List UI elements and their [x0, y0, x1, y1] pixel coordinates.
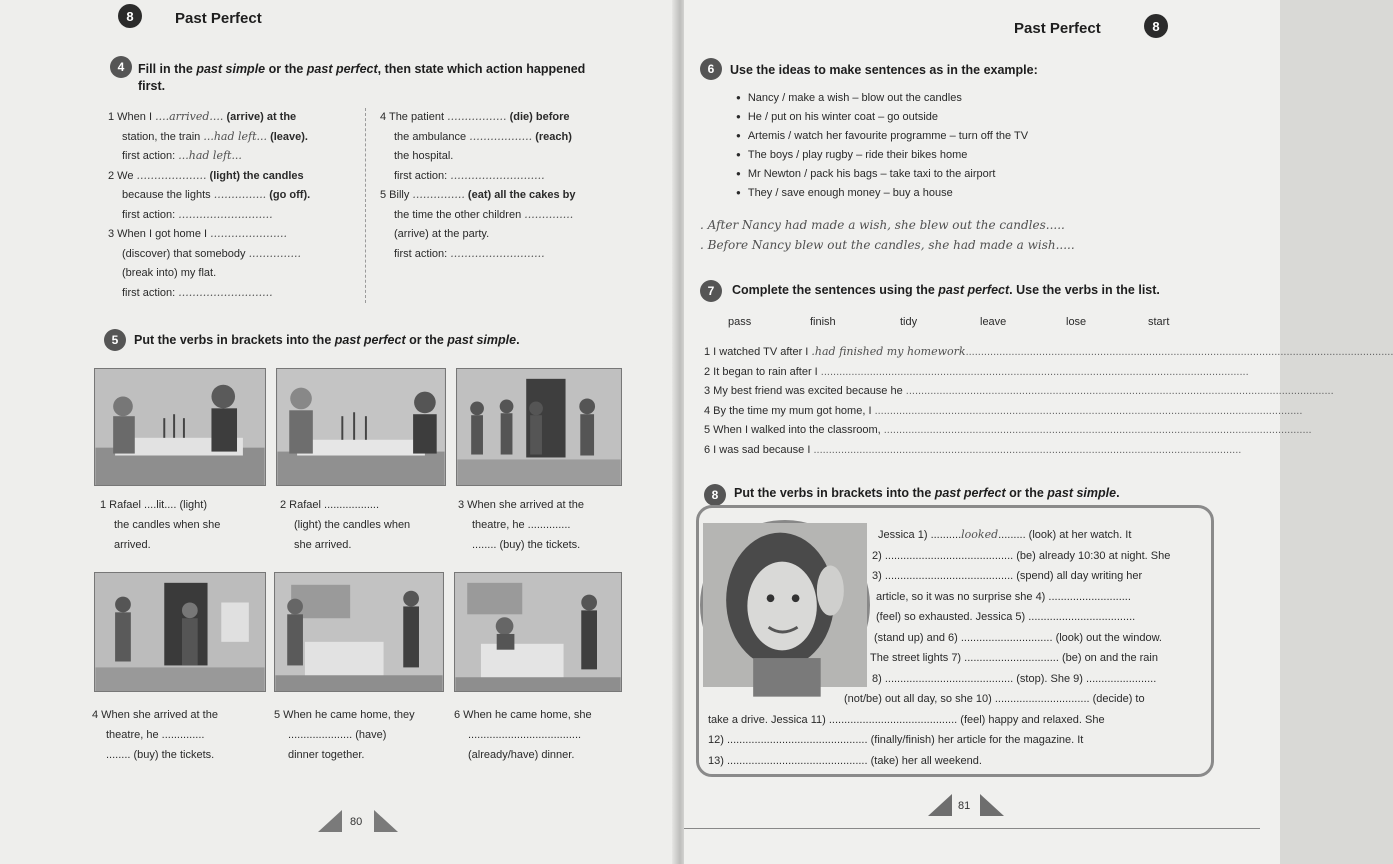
exercise-8-title: Put the verbs in brackets into the past perfect or the past simple. [734, 486, 1120, 500]
page-corner-right-icon-2 [980, 794, 1004, 816]
answer-blank[interactable]: .................. [469, 129, 533, 143]
idea-bullet: ● Nancy / make a wish – blow out the candles [736, 92, 962, 104]
word-pass: pass [728, 316, 752, 328]
page-corner-left-icon-2 [374, 810, 398, 832]
dotted-leader: ............................................................................................................................................ [883, 424, 1312, 436]
idea-bullet: ● The boys / play rugby – ride their bikes home [736, 149, 967, 161]
unit-badge-left: 8 [118, 4, 142, 28]
sentence-row [704, 365, 1249, 378]
page-number-right: 81 [958, 800, 971, 812]
word-lose: lose [1066, 316, 1087, 328]
answer-blank[interactable]: ........................... [178, 285, 273, 299]
answer-blank[interactable]: ............... [213, 188, 267, 201]
line-text: (arrive) at the party. [394, 228, 490, 240]
line-text: the hospital. [394, 150, 454, 162]
page-corner-left-icon [318, 810, 342, 832]
story-text: (not/be) out all day, so she 10) ............................... [844, 693, 1090, 705]
answer-blank[interactable]: ........................... [178, 207, 273, 221]
idea-bullet: ● Artemis / watch her favourite programme – turn off the TV [736, 130, 1028, 142]
picture-caption-line: theatre, he .............. [106, 729, 205, 741]
exercise-4-line [122, 127, 308, 147]
word-leave: leave [980, 316, 1007, 328]
idea-bullet: ● They / save enough money – buy a house [736, 187, 953, 199]
line-text: (discover) that somebody [122, 247, 249, 260]
exercise-4-title: Fill in the past simple or the past perfect, then state which action happened first. [138, 62, 586, 93]
story-line [708, 713, 1105, 726]
verb-hint: (eat) all the cakes by [464, 189, 576, 201]
page-title-right: Past Perfect [1014, 20, 1101, 37]
line-text: the ambulance [394, 130, 470, 143]
dotted-leader: ............................................................................................................................................ [874, 404, 1303, 417]
exercise-4-number: 4 [110, 56, 132, 78]
answer-blank[interactable]: ...................... [210, 227, 288, 240]
line-text: first action: [122, 208, 179, 221]
exercise-7-word-list [728, 316, 1188, 332]
picture-caption-line: (light) the candles when [294, 519, 411, 531]
exercise-4-line [394, 205, 573, 225]
exercise-4-line [108, 166, 304, 186]
column-divider [365, 108, 366, 303]
line-text: first action: [122, 286, 179, 299]
story-text: 2) .......................................... [872, 549, 1014, 562]
story-line [876, 590, 1131, 603]
picture-caption-line: 3 When she arrived at the [458, 499, 584, 511]
exercise-4-line [122, 244, 301, 264]
answer-blank[interactable]: ...had left... [203, 129, 268, 143]
story-text: (feel) so exhausted. Jessica 5) ................................... [876, 611, 1136, 623]
illustration-dinner-candles-1 [94, 368, 266, 486]
picture-caption-line: dinner together. [288, 749, 365, 761]
story-text-rest: (spend) all day writing her [1013, 570, 1143, 582]
sentence-row [704, 443, 1242, 456]
exercise-4-line [108, 224, 287, 244]
picture-caption-line: (already/have) dinner. [468, 749, 575, 761]
story-text-rest: (be) on and the rain [1058, 652, 1158, 664]
exercise-4-line [394, 166, 545, 186]
story-text: 8) .......................................... [872, 672, 1014, 685]
exercise-4-line [394, 127, 572, 147]
verb-hint: (light) the candles [206, 169, 304, 182]
illustration-theatre-arrival [94, 572, 266, 692]
exercise-4-line [122, 146, 242, 166]
answer-blank[interactable]: ........................... [450, 246, 545, 260]
story-text-rest: (be) already 10:30 at night. She [1013, 549, 1171, 562]
answer-blank[interactable]: ...had left... [178, 149, 242, 162]
sentence-row [704, 384, 1334, 397]
sentence-text: 3 My best friend was excited because he [704, 385, 906, 397]
illustration-already-had-dinner [454, 572, 622, 692]
picture-caption-line: 2 Rafael .................. [280, 499, 380, 511]
line-text: 3 When I got home I [108, 228, 211, 240]
story-text: The street lights 7) ............................... [870, 652, 1059, 664]
story-text: 13) .............................................. [708, 754, 868, 767]
exercise-6-example-2: . Before Nancy blew out the candles, she had made a wish..... [700, 238, 1075, 252]
story-text: take a drive. Jessica 11) .......................................... [708, 713, 958, 726]
answer-blank[interactable]: ................. [447, 110, 507, 123]
picture-caption-line: she arrived. [294, 539, 352, 551]
story-line [876, 610, 1135, 623]
picture-caption-line: arrived. [114, 539, 151, 551]
story-text: 12) .............................................. [708, 734, 868, 746]
picture-caption-line: theatre, he .............. [472, 519, 571, 531]
story-text: 3) .......................................... [872, 570, 1014, 582]
dotted-leader: ............................................................................................................................................ [820, 365, 1249, 378]
line-text: because the lights [122, 189, 214, 201]
line-text: 2 We [108, 169, 137, 182]
verb-hint: (arrive) at the [223, 111, 297, 123]
story-line [844, 692, 1145, 705]
line-text: station, the train [122, 130, 204, 143]
exercise-5-title: Put the verbs in brackets into the past perfect or the past simple. [134, 333, 520, 347]
story-text-rest: (feel) happy and relaxed. She [957, 713, 1105, 726]
picture-caption-line: 5 When he came home, they [274, 709, 415, 721]
story-line [872, 569, 1142, 582]
exercise-4-line [394, 224, 489, 244]
exercise-6-example-1: . After Nancy had made a wish, she blew out the candles..... [700, 218, 1065, 232]
line-text: 1 When I [108, 111, 156, 123]
story-line [872, 672, 1156, 685]
picture-caption-line: the candles when she [114, 519, 221, 531]
answer-blank[interactable]: looked [961, 528, 999, 541]
idea-bullet: ● He / put on his winter coat – go outside [736, 111, 938, 123]
verb-hint: (leave). [267, 130, 308, 143]
story-line [708, 754, 982, 767]
exercise-8-number: 8 [704, 484, 726, 506]
line-text: 4 The patient [380, 111, 448, 123]
unit-badge-right: 8 [1144, 14, 1168, 38]
story-text-rest: (look) out the window. [1052, 631, 1162, 644]
story-text: Jessica 1) .......... [878, 529, 962, 541]
line-text: first action: [394, 169, 451, 182]
line-text: first action: [122, 150, 179, 162]
exercise-7-number: 7 [700, 280, 722, 302]
sentence-row [704, 423, 1312, 436]
story-line [878, 528, 1131, 541]
line-text: 5 Billy [380, 189, 413, 201]
exercise-4-line [380, 185, 576, 205]
page-number-left: 80 [350, 816, 363, 828]
story-text-rest: (decide) to [1089, 693, 1145, 705]
sentence-row [704, 404, 1303, 417]
picture-caption-line: ..................... (have) [288, 729, 387, 741]
illustration-dinner-candles-2 [276, 368, 446, 486]
exercise-7-sentences [704, 345, 1393, 465]
answer-blank[interactable]: ............... [248, 246, 302, 260]
exercise-4-line [394, 244, 545, 264]
picture-caption-line: 1 Rafael ....lit.... (light) [100, 499, 207, 511]
sentence-text: 4 By the time my mum got home, I [704, 404, 875, 417]
exercise-4-line [380, 107, 569, 127]
word-finish: finish [810, 316, 836, 328]
picture-caption-line: ........ (buy) the tickets. [106, 749, 215, 761]
illustration-theatre-queue [456, 368, 622, 486]
exercise-4-line [122, 263, 216, 283]
story-text-rest: (finally/finish) her article for the magazine. It [867, 734, 1084, 746]
sentence-text: 2 It began to rain after I [704, 365, 821, 378]
line-text: first action: [394, 247, 451, 260]
exercise-4-line [108, 107, 296, 127]
word-tidy: tidy [900, 316, 918, 328]
exercise-7-title: Complete the sentences using the past perfect. Use the verbs in the list. [732, 283, 1160, 297]
answer-blank[interactable]: .................... [136, 168, 207, 182]
answer-blank[interactable]: ........................... [450, 168, 545, 182]
sentence-text: 6 I was sad because I [704, 443, 814, 456]
dotted-leader: ............................................................................................................................................ [965, 346, 1393, 358]
verb-hint: (go off). [266, 189, 311, 201]
story-text-rest: ......... (look) at her watch. It [998, 529, 1132, 541]
sentence-text: 1 I watched TV after I [704, 346, 812, 358]
dotted-leader: ............................................................................................................................................ [813, 443, 1242, 456]
story-line [708, 733, 1083, 746]
verb-hint: (reach) [532, 130, 572, 143]
story-text: article, so it was no surprise she 4) ........................... [876, 590, 1131, 603]
story-text-rest: (take) her all weekend. [867, 754, 982, 767]
sentence-text: 5 When I walked into the classroom, [704, 424, 884, 436]
exercise-6-bullet-list [736, 92, 1136, 212]
exercise-4-line [122, 185, 310, 205]
line-text: (break into) my flat. [122, 267, 217, 279]
left-page [0, 0, 680, 864]
bottom-rule [684, 828, 1260, 829]
illustration-came-home-dinner [274, 572, 444, 692]
picture-caption-line: 6 When he came home, she [454, 709, 592, 721]
exercise-4-line [122, 205, 273, 225]
verb-hint: (die) before [506, 111, 570, 123]
picture-caption-line: ..................................... [468, 729, 582, 741]
story-line [874, 631, 1162, 644]
story-line [870, 651, 1158, 664]
page-title-left: Past Perfect [175, 10, 262, 27]
answer-blank[interactable]: ....arrived.... [155, 110, 224, 123]
exercise-6-number: 6 [700, 58, 722, 80]
exercise-5-number: 5 [104, 329, 126, 351]
story-line [872, 549, 1170, 562]
page-corner-right-icon [928, 794, 952, 816]
exercise-6-title: Use the ideas to make sentences as in the example: [730, 63, 1038, 77]
exercise-4-line [122, 283, 273, 303]
story-text-rest: (stop). She 9) ....................... [1013, 672, 1157, 685]
idea-bullet: ● Mr Newton / pack his bags – take taxi to the airport [736, 168, 995, 180]
answer-blank[interactable]: .had finished my homework [811, 345, 966, 358]
exercise-4-line [394, 146, 453, 166]
word-start: start [1148, 316, 1170, 328]
picture-caption-line: ........ (buy) the tickets. [472, 539, 581, 551]
story-text: (stand up) and 6) .............................. [874, 631, 1053, 644]
line-text: the time the other children [394, 208, 525, 221]
dotted-leader: ............................................................................................................................................ [905, 385, 1334, 397]
answer-blank[interactable]: .............. [524, 207, 574, 221]
picture-caption-line: 4 When she arrived at the [92, 709, 218, 721]
answer-blank[interactable]: ............... [412, 188, 465, 201]
sentence-row [704, 345, 1393, 358]
jessica-portrait [700, 520, 870, 690]
